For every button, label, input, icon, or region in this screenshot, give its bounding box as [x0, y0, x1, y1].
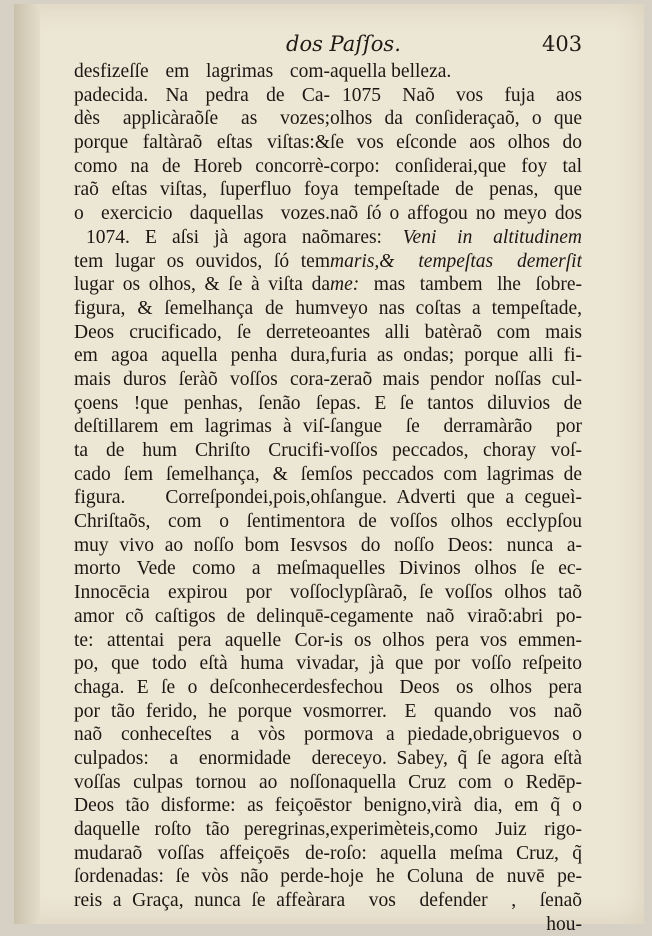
text-line: voſſos peccados, choray voſ-: [330, 440, 582, 461]
text-line: reis a Graça, nunca ſe affeàra: [74, 890, 330, 912]
left-column: [74, 60, 330, 913]
text-line: muy vivo ao noſſo bom Iesvs: [74, 534, 330, 556]
text-line-latin-quote: [330, 226, 582, 250]
text-line: te: attentai pera aquelle Cor-: [74, 629, 330, 651]
text-line: como na de Horeb concorrè-: [74, 155, 330, 177]
text-line: çoens !que penhas, ſenão ſe: [74, 392, 330, 414]
text-line: corpo: conſiderai,que foy tal: [330, 155, 582, 177]
text-line: deſtillarem em lagrimas à viſ-: [74, 416, 330, 438]
text-line: furia as ondas; porque alli fi-: [330, 345, 582, 367]
text-line: figura. Correſpondei,pois,oh: [74, 487, 330, 509]
text-line: o exercicio daquellas vozes.: [74, 203, 330, 225]
text-line: po, que todo eſtà huma viva: [74, 653, 330, 675]
text-line: aquella belleza.: [330, 61, 452, 82]
text-line: padecida. Na pedra de Ca-: [74, 84, 330, 106]
latin-quote: Veni in altitudinem: [402, 226, 582, 248]
text-line: dar, jà que por voſſo reſpeito: [330, 653, 582, 675]
text-line: ra vos defender , ſenaõ: [330, 890, 582, 912]
text-line: cegamente naõ viraõ:abri po-: [330, 605, 582, 627]
text-line: receyo. Sabey, q̃ ſe agora eſtà: [330, 747, 582, 769]
text-line: fechou Deos os olhos pera: [330, 676, 582, 698]
text-line: mudaraõ voſſas affeiçoēs de-: [74, 842, 330, 864]
catchword: hou-: [546, 913, 582, 935]
text-line: veyo nas coſtas a tempeſtade,: [330, 297, 582, 319]
page-number: 403: [542, 32, 583, 56]
text-line: naquella Cruz com o Redēp-: [330, 771, 582, 793]
text-line: chaga. E ſe o deſconhecerdes: [74, 676, 330, 698]
text-fragment: mas tambem lhe ſobre-: [373, 274, 582, 296]
text-line: cado ſem ſemelhança, & ſem: [74, 463, 330, 485]
text-line: olhos da conſideraçaõ, o que: [330, 108, 582, 130]
text-line: em agoa aquella penha dura,: [74, 345, 330, 367]
text-line: naõ ſó o affogou no meyo dos: [330, 203, 582, 225]
right-column: [330, 60, 582, 936]
text-line: tor benigno,virà dia, em q̃ o: [330, 795, 582, 817]
text-line: daquelle roſto tão peregrinas,: [74, 819, 330, 840]
text-line: dès applicàraõſe as vozes;: [74, 108, 330, 130]
paragraph-start-1074: 1074. E aſsi jà agora naõ: [86, 226, 330, 248]
text-line: desfizeſſe em lagrimas com-: [74, 61, 330, 82]
text-line: por tão ferido, he porque vos: [74, 700, 330, 722]
page-gutter: [14, 4, 40, 924]
text-line: pas. E ſe tantos diluvios de: [330, 392, 582, 414]
text-line: quelles Divinos olhos ſe ec-: [330, 558, 582, 580]
latin-quote-line: maris,& tempeſtas demerſit: [330, 250, 582, 272]
text-line: Innocēcia expirou por voſſo: [74, 582, 330, 604]
book-page: [14, 4, 644, 935]
text-line: roſo: aquella meſma Cruz, q̃: [330, 842, 582, 864]
text-line: experimèteis,como Juiz rigo-: [330, 819, 582, 840]
text-line: ſos peccados com lagrimas de: [330, 463, 582, 485]
text-line: lugar os olhos, & ſe à viſta da: [74, 274, 330, 296]
text-line: naõ conheceſtes a vòs por: [74, 724, 330, 746]
text-fragment: mares:: [330, 226, 382, 248]
text-line: Deos crucificado, ſe derreteo: [74, 321, 330, 343]
text-line: ſordenadas: ſe vòs não perde-: [74, 866, 330, 888]
text-line: a tempeſtade de penas, que: [330, 179, 582, 201]
text-line: clypſàraõ, ſe voſſos olhos taõ: [330, 582, 582, 604]
text-line: hoje he Coluna de nuvē pe-: [330, 866, 582, 888]
text-line: Chriſtaõs, com o ſentimento: [74, 511, 330, 533]
text-line: voſſas culpas tornou ao noſſo: [74, 771, 330, 793]
paragraph-start-1075: 1075 Naõ vos fuja aos: [342, 84, 582, 106]
text-line: figura, & ſemelhança de hum: [74, 297, 330, 319]
text-line: is os olhos pera vos emmen-: [330, 629, 582, 651]
text-line: porque faltàraõ eſtas viſtas:&: [74, 132, 330, 154]
text-line: morto Vede como a meſma: [74, 558, 330, 580]
text-line: ta de hum Chriſto Crucifi-: [74, 440, 330, 461]
text-line: ſe vos eſconde aos olhos do: [330, 132, 582, 154]
text-line: ſangue. Adverti que a cegueì-: [330, 487, 582, 509]
text-line: morrer. E quando vos naõ: [330, 700, 582, 722]
text-line: mova a piedade,obriguevos o: [330, 724, 582, 746]
page-header: [14, 32, 644, 60]
text-line: amor cõ caſtigos de delinquē-: [74, 605, 330, 627]
text-line: ra de voſſos olhos ecclypſou: [330, 511, 582, 533]
latin-quote: me:: [330, 274, 360, 296]
text-line: zeraõ mais pendor noſſas cul-: [330, 368, 582, 390]
text-line: os do noſſo Deos: nunca a-: [330, 534, 582, 556]
text-line: Deos tão disforme: as feiçoēs: [74, 795, 330, 817]
text-line-latin-quote: [330, 273, 582, 297]
text-line: mais duros ſeràõ voſſos cora-: [74, 368, 330, 390]
text-line: antes alli batèraõ com mais: [330, 321, 582, 343]
text-line: raõ eſtas viſtas, ſuperfluo foy: [74, 179, 330, 201]
text-line: tem lugar os ouvidos, ſó tem: [74, 250, 330, 272]
running-title: dos Paſſos.: [286, 32, 401, 56]
text-line: ſangue ſe derramàrão por: [330, 416, 582, 438]
text-line: culpados: a enormidade de: [74, 747, 330, 769]
